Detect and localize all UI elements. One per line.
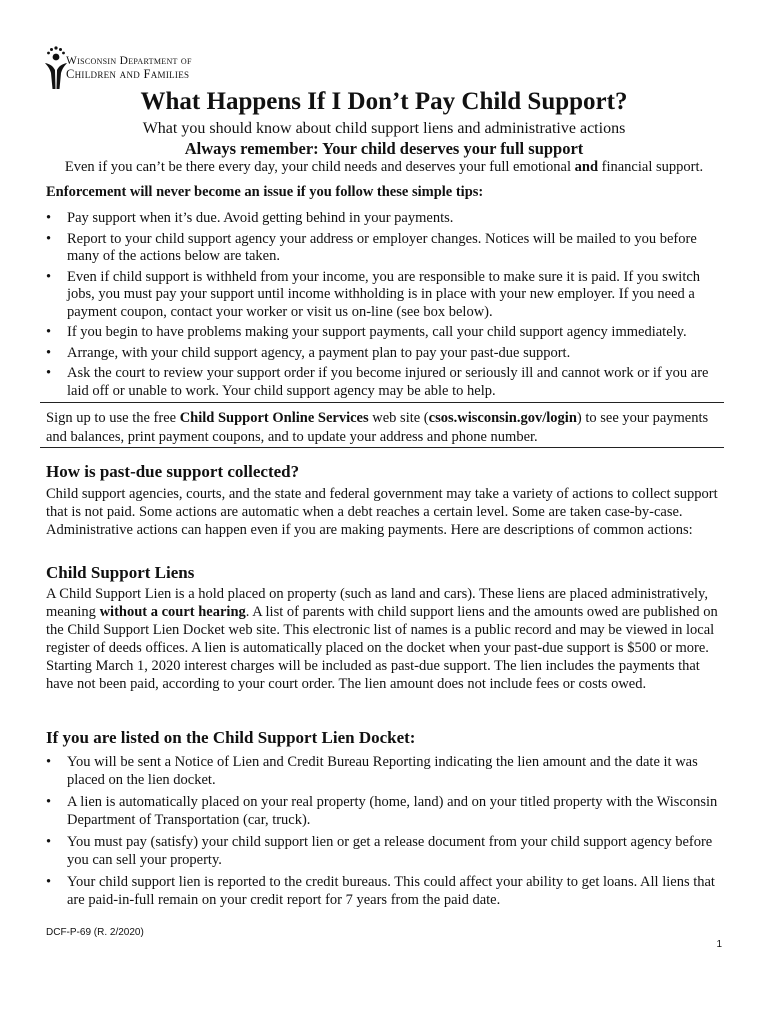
always-remember-line: Always remember: Your child deserves your full support — [184, 139, 584, 158]
service-name: Child Support Online Services — [179, 410, 369, 426]
form-id: DCF-P-69 (R. 2/2020) — [46, 927, 144, 938]
list-item: • Report to your child support agency your address or employer changes. Notices will be mailed to you before many of the actions below are taken. — [46, 230, 697, 264]
intro-text: Even if you can’t be there every day, your child needs and deserves your full emotional and financial support. — [64, 159, 704, 175]
tips-list — [46, 210, 726, 403]
list-item: • Your child support lien is reported to the credit bureaus. This could affect your ability to get loans. All liens that are paid-in-full remain on your credit report for 7 years from the paid date. — [46, 874, 715, 908]
list-item: • Ask the court to review your support order if you become injured or seriously ill and cannot work or if you are laid off or unable to work. Your child support agency may be able to help. — [46, 365, 709, 399]
liens-heading: Child Support Liens — [46, 563, 195, 582]
docket-list — [46, 753, 726, 912]
list-item: • Even if child support is withheld from your income, you are responsible to make sure it is paid. If you switch jobs, you must pay your support until income withholding is in place with your new employer. If you need a payment coupon, contact your worker or visit us on-line (see box below). — [46, 268, 701, 320]
past-due-body: Child support agencies, courts, and the state and federal government may take a variety of actions to collect support that is not paid. Some actions are automatic when a debt reaches a certain level. Some are taken case-by-case. Administrative actions can happen even if you are making payments. Here are descriptions of common actions: — [46, 486, 718, 538]
page-number: 1 — [716, 939, 722, 950]
liens-body: A Child Support Lien is a hold placed on property (such as land and cars). These liens are placed administratively, meaning without a court hearing. A list of parents with child support liens and the amounts owed are published on the Child Support Lien Docket web site. This electronic list of names is a public record and may be viewed in local register of deeds offices. A lien is automatically placed on the docket when your past-due support is $500 or more. Starting March 1, 2020 interest charges will be included as past-due support. The lien includes the payments that have not been paid, according to your court order. The lien amount does not include fees or costs owed. — [46, 586, 718, 692]
list-item: • Arrange, with your child support agency, a payment plan to pay your past-due support. — [46, 344, 571, 361]
org-name-line2: Children and Families — [66, 67, 190, 81]
org-name-line1: Wisconsin Department of — [66, 55, 192, 67]
list-item: • A lien is automatically placed on your real property (home, land) and on your titled property with the Wisconsin Department of Transportation (car, truck). — [46, 794, 718, 828]
signup-text: Sign up to use the free Child Support Online Services web site (csos.wisconsin.gov/login) to see your payments and balances, print payment coupons, and to update your address and phone number. — [46, 410, 709, 445]
dcf-family-logo-icon — [44, 45, 68, 91]
tips-heading: Enforcement will never become an issue if you follow these simple tips: — [46, 184, 484, 200]
list-item: • If you begin to have problems making your support payments, call your child support agency immediately. — [46, 324, 687, 340]
signup-box — [40, 402, 724, 448]
list-item: • Pay support when it’s due. Avoid getting behind in your payments. — [46, 210, 454, 226]
page-title: What Happens If I Don’t Pay Child Support? — [140, 88, 628, 115]
dcf-logo — [44, 45, 244, 93]
list-item: • You will be sent a Notice of Lien and Credit Bureau Reporting indicating the lien amount and the date it was placed on the lien docket. — [46, 754, 698, 788]
past-due-heading: How is past-due support collected? — [46, 462, 300, 481]
page-subtitle: What you should know about child support liens and administrative actions — [142, 120, 626, 137]
csos-link[interactable]: csos.wisconsin.gov/login — [428, 410, 577, 426]
list-item: • You must pay (satisfy) your child support lien or get a release document from your child support agency before you can sell your property. — [46, 834, 713, 868]
docket-heading: If you are listed on the Child Support Lien Docket: — [46, 728, 416, 747]
